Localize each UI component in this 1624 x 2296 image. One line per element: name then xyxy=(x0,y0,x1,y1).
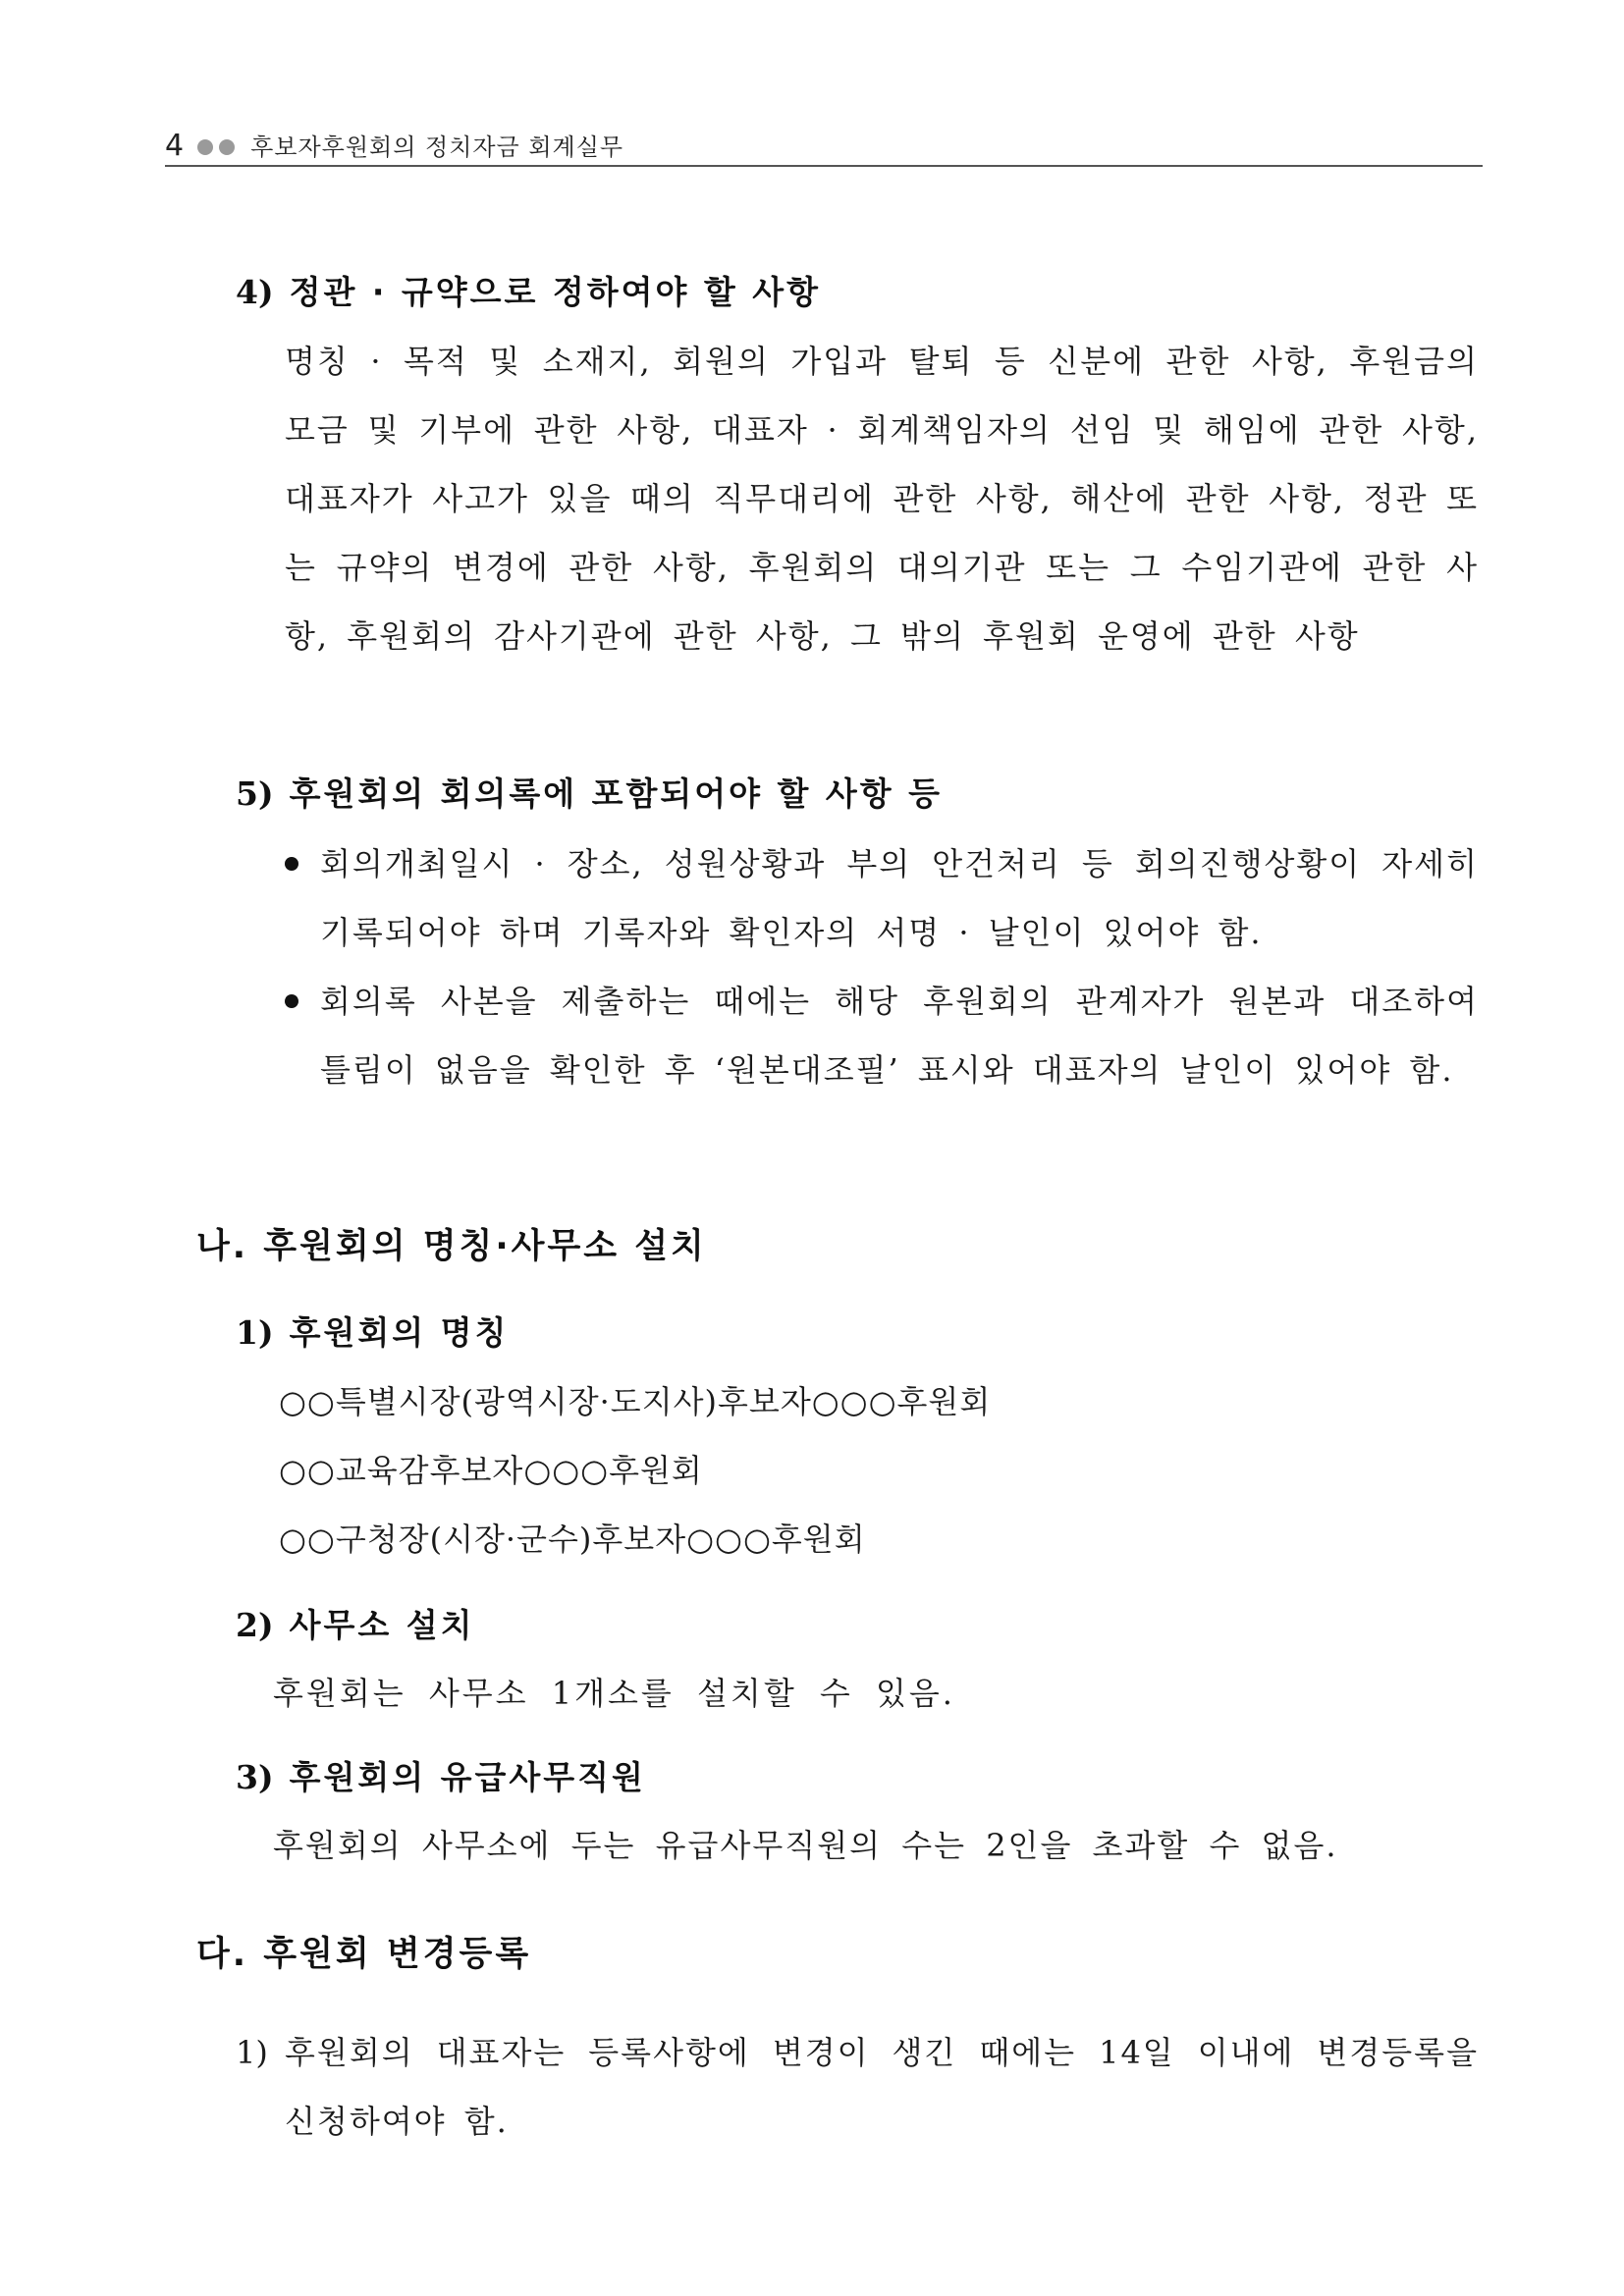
section-na-3-body: 후원회의 사무소에 두는 유급사무직원의 수는 2인을 초과할 수 없음. xyxy=(273,1827,1338,1864)
section-da-1-body: 후원회의 대표자는 등록사항에 변경이 생긴 때에는 14일 이내에 변경등록을 신청하여야 함. xyxy=(285,2034,1479,2140)
name-example-line: ○○구청장(시장·군수)후보자○○○후원회 xyxy=(279,1521,866,1558)
bullet-icon xyxy=(285,857,298,871)
header-dots-icon xyxy=(197,139,235,155)
section-na-1-heading xyxy=(236,1308,509,1354)
section-na-3-heading xyxy=(236,1752,646,1798)
section-da-heading: 다. 후원회 변경등록 xyxy=(196,1935,532,1974)
list-item xyxy=(285,967,1479,1104)
section-5-heading xyxy=(236,769,943,815)
page-number: 4 xyxy=(165,129,185,163)
section-na-1-number: 1) xyxy=(236,1313,274,1352)
section-5-title: 후원회의 회의록에 포함되어야 할 사항 등 xyxy=(289,774,943,813)
section-5-number: 5) xyxy=(236,774,274,813)
section-na-heading: 나. 후원회의 명칭·사무소 설치 xyxy=(196,1227,707,1266)
section-4-number: 4) xyxy=(236,273,274,311)
section-na-3-number: 3) xyxy=(236,1758,274,1796)
bullet-text: 회의록 사본을 제출하는 때에는 해당 후원회의 관계자가 원본과 대조하여 틀림이 없음을 확인한 후 ‘원본대조필’ 표시와 대표자의 날인이 있어야 함. xyxy=(320,983,1479,1089)
section-na-1-title: 후원회의 명칭 xyxy=(289,1313,510,1352)
bullet-text: 회의개최일시 · 장소, 성원상황과 부의 안건처리 등 회의진행상황이 자세히 기록되어야 하며 기록자와 확인자의 서명 · 날인이 있어야 함. xyxy=(320,845,1479,951)
header-title: 후보자후원회의 정치자금 회계실무 xyxy=(250,133,624,161)
section-4-title: 정관 · 규약으로 정하여야 할 사항 xyxy=(289,273,821,311)
section-na-2-body: 후원회는 사무소 1개소를 설치할 수 있음. xyxy=(273,1675,955,1712)
section-4-body: 명칭 · 목적 및 소재지, 회원의 가입과 탈퇴 등 신분에 관한 사항, 후원금의 모금 및 기부에 관한 사항, 대표자 · 회계책임자의 선임 및 해임에 관한 사항, 대표자가 사고가 있을 때의 직무대리에 관한 사항, 해산에 관한 사항, 정관 또는 규약의 변경에 관한 사항, 후원회의 대의기관 또는 그 수임기관에 관한 사항, 후원회의 감사기관에 관한 사항, 그 밖의 후원회 운영에 관한 사항 xyxy=(285,343,1479,655)
section-4-heading xyxy=(236,267,821,313)
section-da-1-number: 1) xyxy=(236,2034,268,2071)
bullet-icon xyxy=(285,994,298,1008)
name-example-line: ○○교육감후보자○○○후원회 xyxy=(279,1452,703,1489)
list-item xyxy=(285,829,1479,967)
section-na-2-title: 사무소 설치 xyxy=(289,1606,475,1644)
section-na-2-number: 2) xyxy=(236,1606,274,1644)
section-na-3-title: 후원회의 유급사무직원 xyxy=(289,1758,646,1796)
name-example-line: ○○특별시장(광역시장·도지사)후보자○○○후원회 xyxy=(279,1383,992,1420)
running-header xyxy=(165,126,1483,167)
section-na-2-heading xyxy=(236,1600,474,1646)
